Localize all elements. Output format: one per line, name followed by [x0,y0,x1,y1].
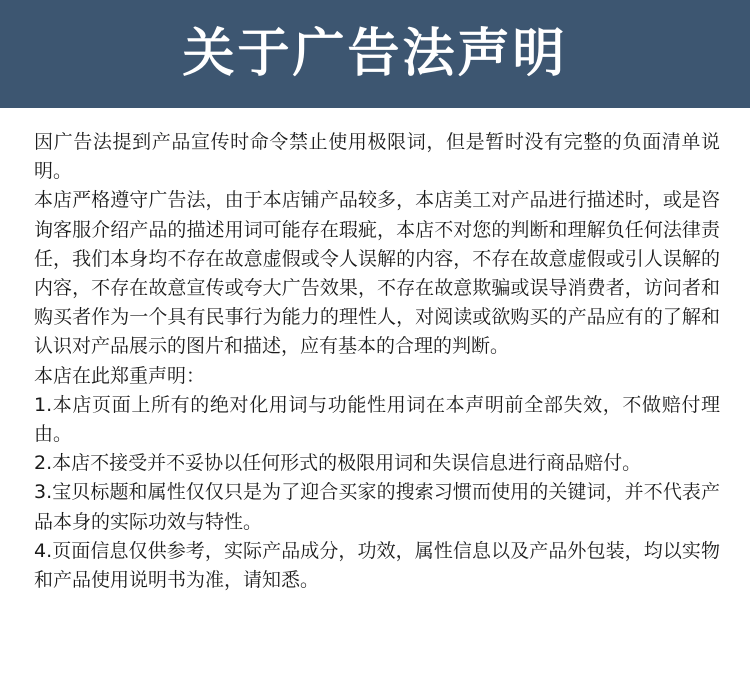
title-banner [0,0,750,108]
intro-paragraph: 因广告法提到产品宣传时命令禁止使用极限词，但是暂时没有完整的负面清单说明。 [34,131,720,183]
compliance-paragraph: 本店严格遵守广告法，由于本店铺产品较多，本店美工对产品进行描述时，或是咨询客服介绍产品的描述用词可能存在瑕疵，本店不对您的判断和理解负任何法律责任，我们本身均不存在故意虚假或令人误解的内容，不存在故意虚假或引人误解的内容，不存在故意宣传或夸大广告效果，不存在故意欺骗或误导消费者，访问者和购买者作为一个具有民事行为能力的理性人，对阅读或欲购买的产品应有的了解和认识对产品展示的图片和描述，应有基本的合理的判断。 [34,189,720,358]
clause-3: 3.宝贝标题和属性仅仅只是为了迎合买家的搜索习惯而使用的关键词，并不代表产品本身的实际功效与特性。 [34,481,720,533]
clause-4: 4.页面信息仅供参考，实际产品成分，功效，属性信息以及产品外包装，均以实物和产品使用说明书为准，请知悉。 [34,539,720,592]
clause-2: 2.本店不接受并不妥协以任何形式的极限用词和失误信息进行商品赔付。 [34,452,642,475]
clause-1: 1.本店页面上所有的绝对化用词与功能性用词在本声明前全部失效，不做赔付理由。 [34,393,720,446]
declaration-body [0,108,750,595]
page-title: 关于广告法声明 [182,24,568,84]
declaration-heading: 本店在此郑重声明： [34,364,206,387]
